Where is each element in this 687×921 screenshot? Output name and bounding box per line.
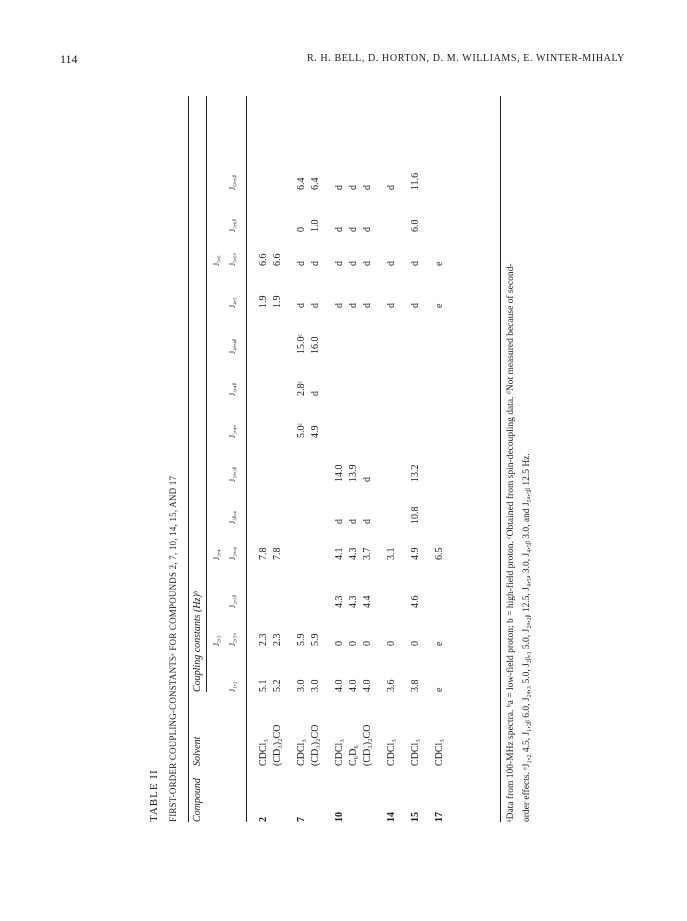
coupling-value-cell: d [348,227,359,232]
coupling-value-cell: 1.9 [258,295,269,308]
solvent-cell: CDCl₃ [410,739,421,766]
coupling-value-cell: d [362,185,373,190]
compound-number: 10 [334,812,345,822]
col-compound-header: Compound [192,778,203,822]
coupling-value-cell: e [434,641,445,646]
table-caption: FIRST-ORDER COUPLING-CONSTANTSᵃ FOR COMPOUNDS 2, 7, 10, 14, 15, AND 17 [168,475,178,822]
column-header: J₃,₄ₐ [228,425,237,438]
coupling-value-cell: 4.3 [348,595,359,608]
coupling-value-cell: 1.0 [310,219,321,232]
column-header: J₃,₄ᵦ [228,383,237,396]
column-header-top: J₅,₆ [212,255,221,266]
column-header: J₁,₂ [228,681,237,692]
column-header: J₃ᵦ,₄ [228,511,237,524]
coupling-value-cell: 11.6 [410,172,421,190]
column-header: J₃ₐ,₄ [228,547,237,560]
coupling-value-cell: 7.8 [258,547,269,560]
coupling-value-cell: 3.0 [296,679,307,692]
solvent-cell: (CD₃)₂CO [362,724,373,766]
coupling-value-cell: 14.0 [334,464,345,482]
coupling-value-cell: 3.8 [410,679,421,692]
coupling-value-cell: d [410,261,421,266]
coupling-value-cell: 15.0ᶜ [296,333,307,354]
solvent-cell: (CD₃)₂CO [310,724,321,766]
coupling-value-cell: e [434,303,445,308]
rotated-table [148,62,648,822]
table-top-rule [188,96,189,822]
coupling-value-cell: 6.5 [434,547,445,560]
coupling-value-cell: 0 [386,641,397,646]
coupling-value-cell: 13.9 [348,464,359,482]
coupling-value-cell: 6.4 [296,177,307,190]
coupling-value-cell: 4.9 [310,425,321,438]
col-solvent-header: Solvent [192,736,203,766]
column-header: J₆ₐ,₆ᵦ [228,174,237,190]
coupling-value-cell: d [310,303,321,308]
coupling-value-cell: 2.3 [272,633,283,646]
coupling-value-cell: 3.6 [386,679,397,692]
column-header: J₅,₆ᵦ [228,219,237,232]
coupling-value-cell: d [334,227,345,232]
coupling-value-cell: d [334,303,345,308]
table-label: TABLE II [148,769,160,822]
coupling-value-cell: 1.9 [272,295,283,308]
header-bottom-rule [246,96,247,822]
coupling-value-cell: 16.0 [310,336,321,354]
compound-number: 17 [434,812,445,822]
coupling-value-cell: 0 [296,227,307,232]
coupling-value-cell: d [410,303,421,308]
running-header-authors: R. H. BELL, D. HORTON, D. M. WILLIAMS, E. WINTER-MIHALY [306,53,625,64]
coupling-value-cell: d [362,227,373,232]
coupling-value-cell: 7.8 [272,547,283,560]
coupling-value-cell: d [334,519,345,524]
solvent-cell: CDCl₃ [386,739,397,766]
coupling-value-cell: 5.2 [272,679,283,692]
coupling-value-cell: d [296,261,307,266]
coupling-group-header: Coupling constants (Hz)ᵇ [192,591,203,692]
coupling-value-cell: 4.4 [362,595,373,608]
coupling-value-cell: 4.1 [334,547,345,560]
coupling-value-cell: 3.7 [362,547,373,560]
coupling-value-cell: 5.9 [296,633,307,646]
coupling-value-cell: d [334,261,345,266]
coupling-value-cell: d [386,261,397,266]
coupling-value-cell: 0 [410,641,421,646]
compound-number: 15 [410,812,421,822]
coupling-value-cell: d [310,261,321,266]
coupling-value-cell: d [296,303,307,308]
coupling-value-cell: 4.3 [348,547,359,560]
coupling-value-cell: d [362,519,373,524]
coupling-value-cell: 6.4 [310,177,321,190]
coupling-value-cell: d [362,261,373,266]
coupling-value-cell: 4.3 [334,595,345,608]
coupling-value-cell: 5.9 [310,633,321,646]
coupling-value-cell: 4.9 [410,547,421,560]
column-header: J₅,₆ₐ [228,253,237,266]
coupling-value-cell: d [348,185,359,190]
column-header: J₄ₐ,₄ᵦ [228,338,237,354]
coupling-value-cell: 2.3 [258,633,269,646]
coupling-value-cell: d [386,185,397,190]
coupling-value-cell: d [348,519,359,524]
column-header: J₄,₅ [228,297,237,308]
column-header: J₂,₃ₐ [228,633,237,646]
column-header: J₃ₐ,₃ᵦ [228,466,237,482]
coupling-value-cell: 0 [362,641,373,646]
footnote-line-1: ᵃData from 100-MHz spectra. ᵇa = low-field proton; b = high-field proton. ᶜObtained from spin-decoupling data. ᵈNot measured because of second- [506,263,516,822]
coupling-value-cell: d [362,477,373,482]
coupling-value-cell: d [348,261,359,266]
footnote-line-2: order effects. ᵉJ₁,₂ 4.5, J₁,₂ᵦ 6.0, J₂ₐ,₃ 5.0, J₂ᵦ,₃ 5.0, J₂ₐ,₂ᵦ 12.5, J₄,₅ₐ 3.0, J₄,₅ᵦ 3.0, and J₅ₐ,₅ᵦ 12.5 Hz. [522,453,532,822]
solvent-cell: (CD₃)₂CO [272,724,283,766]
coupling-value-cell: 5.1 [258,679,269,692]
table-bottom-rule [500,96,501,822]
compound-number: 2 [258,817,269,822]
coupling-value-cell: 13.2 [410,464,421,482]
coupling-value-cell: 0 [348,641,359,646]
coupling-value-cell: d [362,303,373,308]
coupling-value-cell: 6.6 [272,253,283,266]
coupling-value-cell: 5.0ᶜ [296,422,307,438]
coupling-value-cell: 4.0 [334,679,345,692]
coupling-value-cell: e [434,687,445,692]
coupling-value-cell: d [334,185,345,190]
solvent-cell: CDCl₃ [258,739,269,766]
solvent-cell: CDCl₃ [296,739,307,766]
coupling-value-cell: 6.6 [258,253,269,266]
coupling-value-cell: 2.8ᶜ [296,380,307,396]
coupling-value-cell: 0 [334,641,345,646]
coupling-value-cell: e [434,261,445,266]
coupling-value-cell: d [348,303,359,308]
coupling-value-cell: 6.0 [410,219,421,232]
column-header-top: J₂,₃ [212,635,221,646]
column-header-top: J₃,₄ [212,549,221,560]
solvent-cell: CDCl₃ [334,739,345,766]
coupling-value-cell: d [386,303,397,308]
page-number: 114 [60,52,78,66]
solvent-cell: CDCl₃ [434,739,445,766]
coupling-value-cell: 3.1 [386,547,397,560]
coupling-value-cell: 4.0 [362,679,373,692]
coupling-value-cell: d [310,391,321,396]
coupling-value-cell: 10.8 [410,506,421,524]
group-header-rule [206,96,207,692]
coupling-value-cell: 3.0 [310,679,321,692]
coupling-value-cell: 4.0 [348,679,359,692]
coupling-value-cell: 4.6 [410,595,421,608]
compound-number: 7 [296,817,307,822]
solvent-cell: C₆D₆ [348,745,359,766]
compound-number: 14 [386,812,397,822]
column-header: J₂,₃ᵦ [228,595,237,608]
